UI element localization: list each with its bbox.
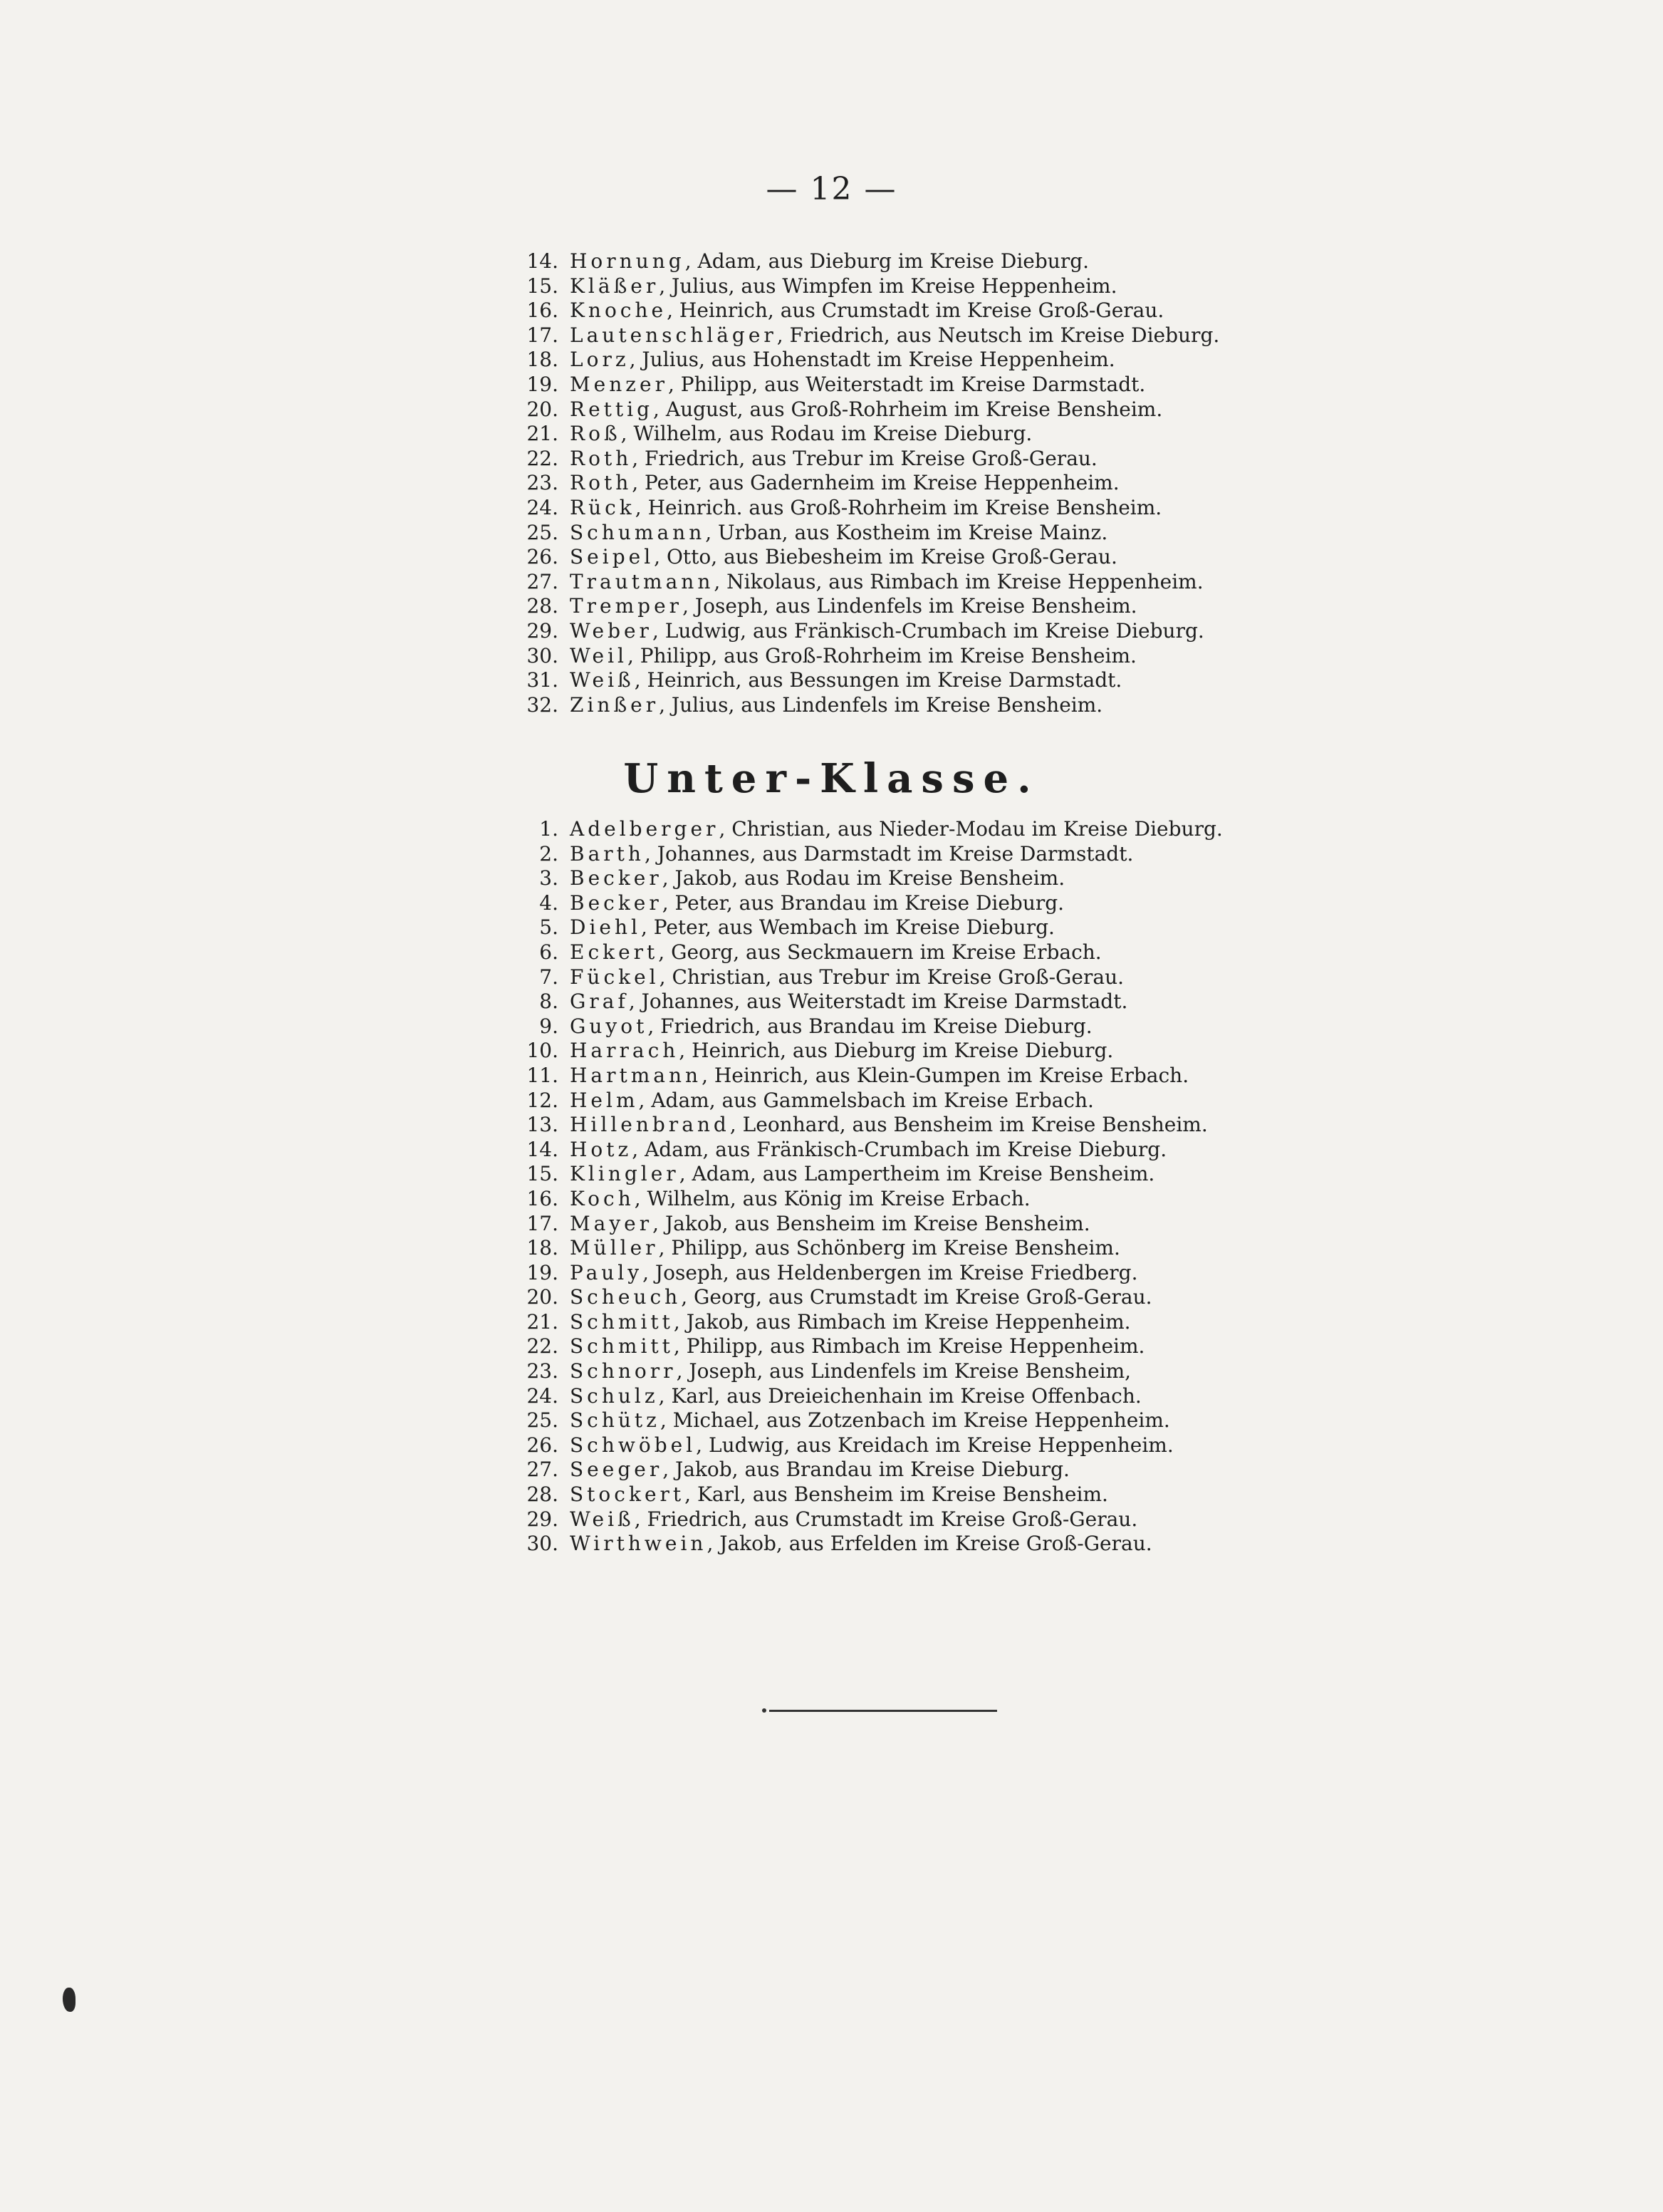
entry-number: 23. — [526, 471, 558, 495]
entry-details: , Julius, aus Lindenfels im Kreise Bensheim. — [659, 692, 1103, 717]
entry-surname: Graf — [570, 990, 629, 1014]
entry-surname: Kläßer — [570, 274, 660, 298]
list-item — [499, 594, 1219, 619]
list-item — [499, 866, 1223, 891]
entry-number: 20. — [526, 1285, 558, 1309]
entry-number: 30. — [526, 643, 558, 668]
list-item — [499, 496, 1219, 521]
entry-surname: Schütz — [570, 1408, 660, 1433]
entry-number: 15. — [526, 1162, 558, 1186]
list-item — [499, 1236, 1223, 1261]
entry-surname: Roth — [570, 471, 632, 495]
entry-details: , Christian, aus Trebur im Kreise Groß-Gerau. — [659, 965, 1125, 989]
list-item — [499, 1212, 1223, 1237]
entry-number: 29. — [526, 1507, 558, 1531]
entry-number: 23. — [526, 1359, 558, 1383]
entry-surname: Helm — [570, 1088, 639, 1112]
entry-surname: Lautenschläger — [570, 323, 777, 347]
entry-surname: Trautmann — [570, 569, 714, 593]
entry-number: 22. — [526, 446, 558, 470]
list-item — [499, 545, 1219, 570]
entry-details: , Georg, aus Seckmauern im Kreise Erbach. — [658, 940, 1102, 964]
list-item — [499, 249, 1219, 274]
entry-number: 7. — [539, 965, 558, 989]
entry-surname: Schmitt — [570, 1334, 674, 1359]
entry-details: , Philipp, aus Weiterstadt im Kreise Darmstadt. — [667, 372, 1146, 396]
list-item — [499, 348, 1219, 373]
entry-details: , Ludwig, aus Kreidach im Kreise Heppenheim. — [696, 1433, 1174, 1457]
entry-details: , Christian, aus Nieder-Modau im Kreise Dieburg. — [719, 817, 1223, 841]
entry-number: 5. — [539, 915, 558, 940]
entry-surname: Weil — [570, 643, 627, 668]
list-item — [499, 1138, 1223, 1163]
list-item — [499, 274, 1219, 299]
entry-surname: Tremper — [570, 594, 683, 618]
entry-details: , Peter, aus Gadernheim im Kreise Heppenheim. — [632, 471, 1120, 495]
list-item — [499, 1064, 1223, 1089]
entry-details: , Ludwig, aus Fränkisch-Crumbach im Kreise Dieburg. — [652, 618, 1204, 643]
entry-details: , Urban, aus Kostheim im Kreise Mainz. — [705, 520, 1108, 544]
entry-surname: Hartmann — [570, 1063, 702, 1087]
list-item — [499, 1261, 1223, 1286]
entry-surname: Roth — [570, 446, 632, 470]
entry-surname: Becker — [570, 890, 662, 915]
entry-number: 14. — [526, 1137, 558, 1161]
entry-surname: Harrach — [570, 1039, 679, 1063]
entry-surname: Seipel — [570, 545, 655, 569]
entry-details: , Heinrich, aus Klein-Gumpen im Kreise Erbach. — [702, 1063, 1189, 1087]
entry-number: 16. — [526, 298, 558, 323]
entry-number: 4. — [539, 890, 558, 915]
entry-details: , Jakob, aus Brandau im Kreise Dieburg. — [662, 1458, 1070, 1482]
entry-surname: Müller — [570, 1236, 659, 1260]
entry-number: 21. — [526, 422, 558, 446]
list-item — [499, 447, 1219, 472]
entry-details: , Friedrich, aus Crumstadt im Kreise Groß-Gerau. — [634, 1507, 1138, 1531]
list-item — [499, 1014, 1223, 1039]
list-item — [499, 990, 1223, 1014]
entry-surname: Adelberger — [570, 817, 719, 841]
entry-number: 1. — [539, 817, 558, 841]
entry-details: , Jakob, aus Erfelden im Kreise Groß-Gerau. — [707, 1532, 1152, 1556]
entry-number: 32. — [526, 692, 558, 717]
list-item — [499, 1113, 1223, 1138]
entry-surname: Eckert — [570, 940, 659, 964]
list-item — [499, 915, 1223, 940]
list-item — [499, 1162, 1223, 1187]
entry-details: , Johannes, aus Weiterstadt im Kreise Darmstadt. — [628, 990, 1128, 1014]
list-item — [499, 1408, 1223, 1433]
upper-class-list — [499, 249, 1219, 717]
list-item — [499, 521, 1219, 546]
entry-number: 29. — [526, 618, 558, 643]
list-item — [499, 619, 1219, 644]
list-item — [499, 1433, 1223, 1458]
unter-klasse-list — [499, 817, 1223, 1557]
list-item — [499, 398, 1219, 422]
entry-number: 17. — [526, 1211, 558, 1235]
entry-surname: Koch — [570, 1186, 635, 1210]
entry-surname: Schwöbel — [570, 1433, 697, 1457]
entry-number: 9. — [539, 1014, 558, 1038]
entry-number: 31. — [526, 668, 558, 692]
entry-details: , Otto, aus Biebesheim im Kreise Groß-Gerau. — [654, 545, 1117, 569]
entry-surname: Barth — [570, 841, 645, 866]
list-item — [499, 373, 1219, 398]
entry-details: , Leonhard, aus Bensheim im Kreise Bensheim. — [729, 1113, 1208, 1137]
list-item — [499, 570, 1219, 595]
list-item — [499, 1310, 1223, 1335]
entry-number: 28. — [526, 1483, 558, 1507]
entry-number: 21. — [526, 1309, 558, 1334]
entry-number: 25. — [526, 520, 558, 544]
list-item — [499, 1384, 1223, 1409]
entry-number: 24. — [526, 1383, 558, 1408]
entry-details: , Adam, aus Fränkisch-Crumbach im Kreise Dieburg. — [632, 1137, 1167, 1161]
entry-details: , Nikolaus, aus Rimbach im Kreise Heppenheim. — [714, 569, 1204, 593]
entry-surname: Pauly — [570, 1260, 643, 1284]
list-item — [499, 940, 1223, 965]
entry-number: 19. — [526, 372, 558, 396]
entry-number: 28. — [526, 594, 558, 618]
entry-number: 18. — [526, 348, 558, 372]
entry-number: 16. — [526, 1186, 558, 1210]
entry-details: , Georg, aus Crumstadt im Kreise Groß-Gerau. — [681, 1285, 1152, 1309]
entry-number: 8. — [539, 990, 558, 1014]
entry-number: 26. — [526, 1433, 558, 1457]
entry-details: , Julius, aus Hohenstadt im Kreise Heppenheim. — [629, 348, 1115, 372]
list-item — [499, 1483, 1223, 1507]
entry-details: , Peter, aus Wembach im Kreise Dieburg. — [640, 915, 1055, 940]
entry-details: , Karl, aus Dreieichenhain im Kreise Offenbach. — [658, 1383, 1142, 1408]
entry-number: 30. — [526, 1532, 558, 1556]
entry-surname: Hillenbrand — [570, 1113, 730, 1137]
entry-number: 22. — [526, 1334, 558, 1359]
entry-surname: Weber — [570, 618, 652, 643]
entry-surname: Scheuch — [570, 1285, 682, 1309]
entry-details: , Wilhelm, aus König im Kreise Erbach. — [634, 1186, 1031, 1210]
entry-surname: Menzer — [570, 372, 668, 396]
entry-details: , Michael, aus Zotzenbach im Kreise Heppenheim. — [660, 1408, 1170, 1433]
entry-details: , Joseph, aus Heldenbergen im Kreise Friedberg. — [642, 1260, 1138, 1284]
list-item — [499, 1359, 1223, 1384]
entry-surname: Schnorr — [570, 1359, 677, 1383]
entry-details: , Friedrich, aus Trebur im Kreise Groß-Gerau. — [632, 446, 1098, 470]
entry-number: 24. — [526, 495, 558, 519]
entry-number: 20. — [526, 397, 558, 421]
entry-surname: Diehl — [570, 915, 641, 940]
entry-surname: Schumann — [570, 520, 706, 544]
entry-details: , Joseph, aus Lindenfels im Kreise Bensheim. — [682, 594, 1137, 618]
entry-number: 19. — [526, 1260, 558, 1284]
entry-surname: Weiß — [570, 1507, 635, 1531]
entry-number: 15. — [526, 274, 558, 298]
entry-surname: Zinßer — [570, 692, 660, 717]
entry-number: 14. — [526, 249, 558, 273]
entry-number: 17. — [526, 323, 558, 347]
entry-surname: Hornung — [570, 249, 685, 273]
entry-details: , Wilhelm, aus Rodau im Kreise Dieburg. — [620, 422, 1033, 446]
entry-details: , Philipp, aus Rimbach im Kreise Heppenheim. — [673, 1334, 1145, 1359]
entry-surname: Lorz — [570, 348, 630, 372]
list-item — [499, 1458, 1223, 1483]
list-item — [499, 298, 1219, 323]
entry-details: , Friedrich, aus Neutsch im Kreise Dieburg. — [776, 323, 1220, 347]
entry-number: 27. — [526, 1458, 558, 1482]
list-item — [499, 471, 1219, 496]
entry-surname: Schmitt — [570, 1309, 674, 1334]
entry-details: , Karl, aus Bensheim im Kreise Bensheim. — [684, 1483, 1108, 1507]
list-item — [499, 1187, 1223, 1212]
list-item — [499, 1039, 1223, 1064]
list-item — [499, 1089, 1223, 1113]
list-item — [499, 323, 1219, 348]
list-item — [499, 817, 1223, 842]
entry-number: 18. — [526, 1236, 558, 1260]
list-item — [499, 668, 1219, 693]
entry-details: , Heinrich. aus Groß-Rohrheim im Kreise Bensheim. — [635, 495, 1162, 519]
entry-surname: Seeger — [570, 1458, 663, 1482]
entry-details: , August, aus Groß-Rohrheim im Kreise Bensheim. — [653, 397, 1163, 421]
entry-surname: Rettig — [570, 397, 654, 421]
entry-surname: Becker — [570, 866, 662, 890]
entry-details: , Jakob, aus Rodau im Kreise Bensheim. — [662, 866, 1065, 890]
entry-number: 27. — [526, 569, 558, 593]
entry-details: , Jakob, aus Rimbach im Kreise Heppenheim. — [673, 1309, 1131, 1334]
list-item — [499, 1285, 1223, 1310]
entry-details: , Joseph, aus Lindenfels im Kreise Bensheim, — [676, 1359, 1132, 1383]
entry-surname: Hotz — [570, 1137, 632, 1161]
entry-details: , Adam, aus Gammelsbach im Kreise Erbach. — [638, 1088, 1094, 1112]
list-item — [499, 693, 1219, 718]
list-item — [499, 891, 1223, 916]
entry-details: , Jakob, aus Bensheim im Kreise Bensheim. — [652, 1211, 1090, 1235]
entry-surname: Fückel — [570, 965, 660, 989]
entry-surname: Schulz — [570, 1383, 659, 1408]
entry-surname: Guyot — [570, 1014, 648, 1038]
entry-details: , Julius, aus Wimpfen im Kreise Heppenheim. — [659, 274, 1117, 298]
entry-details: , Johannes, aus Darmstadt im Kreise Darmstadt. — [644, 841, 1134, 866]
entry-surname: Knoche — [570, 298, 667, 323]
page-number: — 12 — — [766, 171, 897, 207]
entry-number: 26. — [526, 545, 558, 569]
entry-details: , Adam, aus Dieburg im Kreise Dieburg. — [684, 249, 1090, 273]
entry-details: , Philipp, aus Groß-Rohrheim im Kreise Bensheim. — [627, 643, 1137, 668]
list-item — [499, 842, 1223, 867]
entry-surname: Weiß — [570, 668, 635, 692]
entry-details: , Heinrich, aus Crumstadt im Kreise Groß-Gerau. — [667, 298, 1164, 323]
entry-number: 25. — [526, 1408, 558, 1433]
entry-number: 12. — [526, 1088, 558, 1112]
entry-number: 2. — [539, 841, 558, 866]
list-item — [499, 1507, 1223, 1532]
entry-number: 3. — [539, 866, 558, 890]
entry-number: 13. — [526, 1113, 558, 1137]
list-item — [499, 965, 1223, 990]
list-item — [499, 422, 1219, 447]
entry-number: 6. — [539, 940, 558, 964]
entry-number: 11. — [526, 1063, 558, 1087]
entry-details: , Friedrich, aus Brandau im Kreise Dieburg. — [647, 1014, 1093, 1038]
ink-blot — [63, 1988, 75, 2012]
end-rule — [769, 1710, 997, 1712]
section-heading-unter-klasse: Unter-Klasse. — [623, 755, 1040, 802]
entry-surname: Rück — [570, 495, 635, 519]
entry-surname: Klingler — [570, 1162, 679, 1186]
entry-details: , Philipp, aus Schönberg im Kreise Bensheim. — [658, 1236, 1120, 1260]
entry-surname: Roß — [570, 422, 621, 446]
entry-surname: Stockert — [570, 1483, 685, 1507]
list-item — [499, 1334, 1223, 1359]
list-item — [499, 1532, 1223, 1557]
entry-surname: Wirthwein — [570, 1532, 707, 1556]
entry-number: 10. — [526, 1039, 558, 1063]
entry-details: , Heinrich, aus Bessungen im Kreise Darmstadt. — [634, 668, 1122, 692]
entry-details: , Adam, aus Lampertheim im Kreise Bensheim. — [679, 1162, 1155, 1186]
entry-details: , Heinrich, aus Dieburg im Kreise Dieburg. — [679, 1039, 1114, 1063]
entry-details: , Peter, aus Brandau im Kreise Dieburg. — [662, 890, 1065, 915]
entry-surname: Mayer — [570, 1211, 653, 1235]
list-item — [499, 644, 1219, 669]
